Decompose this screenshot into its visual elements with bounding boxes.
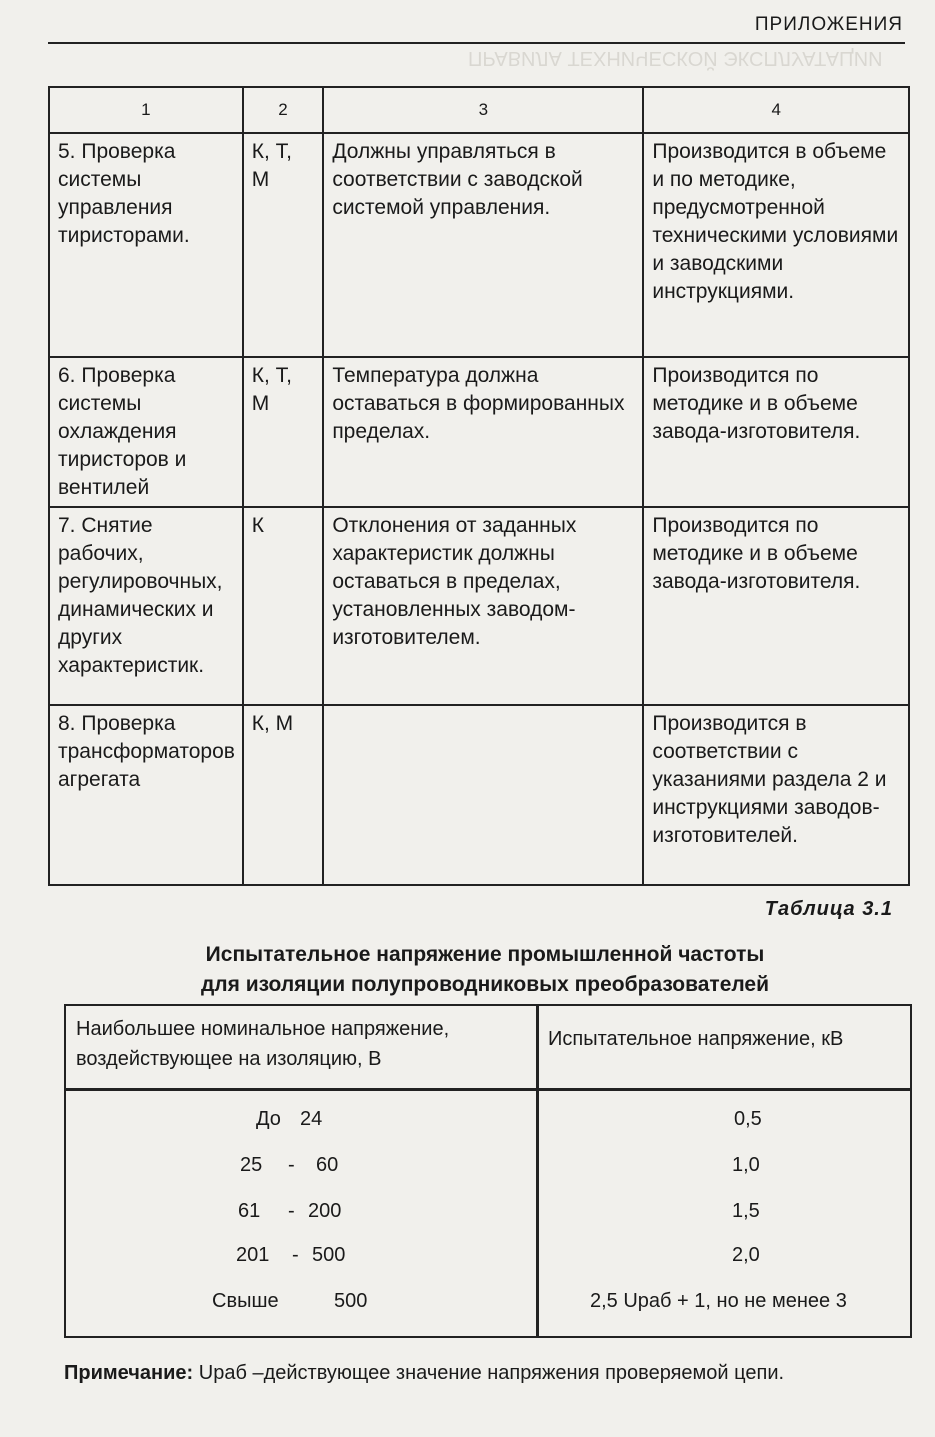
test-voltage-value: 2,5 Uраб + 1, но не менее 3 bbox=[590, 1290, 847, 1312]
test-code-cell: К, Т, М bbox=[243, 357, 324, 507]
test-voltage-value: 2,0 bbox=[732, 1244, 760, 1266]
voltage-header: Наибольшее номинальное напряжение, воздействующее на изоляцию, В bbox=[76, 1018, 450, 1070]
test-code-cell: К, Т, М bbox=[243, 133, 324, 357]
range-from: 61 bbox=[238, 1200, 261, 1222]
range-from: Свыше bbox=[212, 1290, 279, 1312]
test-voltage-value: 1,5 bbox=[732, 1200, 760, 1222]
test-name-cell: 6. Проверка системы охлаждения тиристоров и вентилей bbox=[49, 357, 243, 507]
header-rule bbox=[48, 42, 905, 44]
caption-line: Испытательное напряжение промышленной частоты bbox=[205, 943, 765, 966]
range-to: 200 bbox=[308, 1200, 342, 1222]
norm-cell bbox=[323, 705, 643, 885]
range-to: 60 bbox=[316, 1154, 339, 1176]
range-from: 25 bbox=[240, 1154, 263, 1176]
voltage-table bbox=[64, 1004, 912, 1338]
footnote-label: Примечание: bbox=[64, 1362, 194, 1384]
table-caption bbox=[60, 940, 910, 1000]
test-code-cell: К bbox=[243, 507, 324, 705]
header-divider bbox=[66, 1088, 910, 1091]
column-divider bbox=[536, 1006, 539, 1336]
instructions-cell: Производится в объеме и по методике, предусмотренной техническими условиями и заводскими инструкциями. bbox=[643, 133, 909, 357]
table-row bbox=[49, 705, 909, 885]
test-code-cell: К, М bbox=[243, 705, 324, 885]
range-to: 24 bbox=[300, 1108, 323, 1130]
table-row bbox=[49, 133, 909, 357]
test-voltage-value: 0,5 bbox=[734, 1108, 762, 1130]
instructions-cell: Производится в соответствии с указаниями раздела 2 и инструкциями заводов-изготовителей. bbox=[643, 705, 909, 885]
table-row bbox=[49, 507, 909, 705]
test-name-cell: 7. Снятие рабочих, регулировочных, динамических и других характеристик. bbox=[49, 507, 243, 705]
norm-cell: Должны управляться в соответствии с заводской системой управления. bbox=[323, 133, 643, 357]
range-from: 201 bbox=[236, 1244, 270, 1266]
instructions-cell: Производится по методике и в объеме завода-изготовителя. bbox=[643, 357, 909, 507]
test-voltage-value: 1,0 bbox=[732, 1154, 760, 1176]
test-name-cell: 8. Проверка трансформаторов агрегата bbox=[49, 705, 243, 885]
header-cell: 4 bbox=[643, 87, 909, 133]
footnote bbox=[64, 1356, 924, 1390]
header-cell: 2 bbox=[243, 87, 324, 133]
instructions-cell: Производится по методике и в объеме завода-изготовителя. bbox=[643, 507, 909, 705]
inspection-table bbox=[48, 86, 910, 886]
range-sep: - bbox=[292, 1244, 299, 1266]
range-to: 500 bbox=[312, 1244, 346, 1266]
range-sep: - bbox=[288, 1154, 295, 1176]
test-name-cell: 5. Проверка системы управления тиристорами. bbox=[49, 133, 243, 357]
header-cell: 3 bbox=[323, 87, 643, 133]
norm-cell: Температура должна оставаться в формированных пределах. bbox=[323, 357, 643, 507]
range-from: До bbox=[256, 1108, 281, 1130]
test-voltage-header: Испытательное напряжение, кВ bbox=[548, 1028, 844, 1050]
range-to: 500 bbox=[334, 1290, 368, 1312]
footnote-text: Uраб –действующее значение напряжения проверяемой цепи. bbox=[193, 1362, 785, 1384]
table-label: Таблица 3.1 bbox=[764, 898, 893, 920]
table-header-row bbox=[49, 87, 909, 133]
header-cell: 1 bbox=[49, 87, 243, 133]
table-row bbox=[49, 357, 909, 507]
bleed-through-text: ПРАВИЛА ТЕХНИЧЕСКОЙ ЭКСПЛУАТАЦИИ bbox=[468, 47, 883, 69]
norm-cell: Отклонения от заданных характеристик должны оставаться в пределах, установленных заводом-изготовителем. bbox=[323, 507, 643, 705]
range-sep: - bbox=[288, 1200, 295, 1222]
caption-line: для изоляции полупроводниковых преобразователей bbox=[200, 973, 770, 996]
section-header: ПРИЛОЖЕНИЯ bbox=[754, 14, 903, 35]
